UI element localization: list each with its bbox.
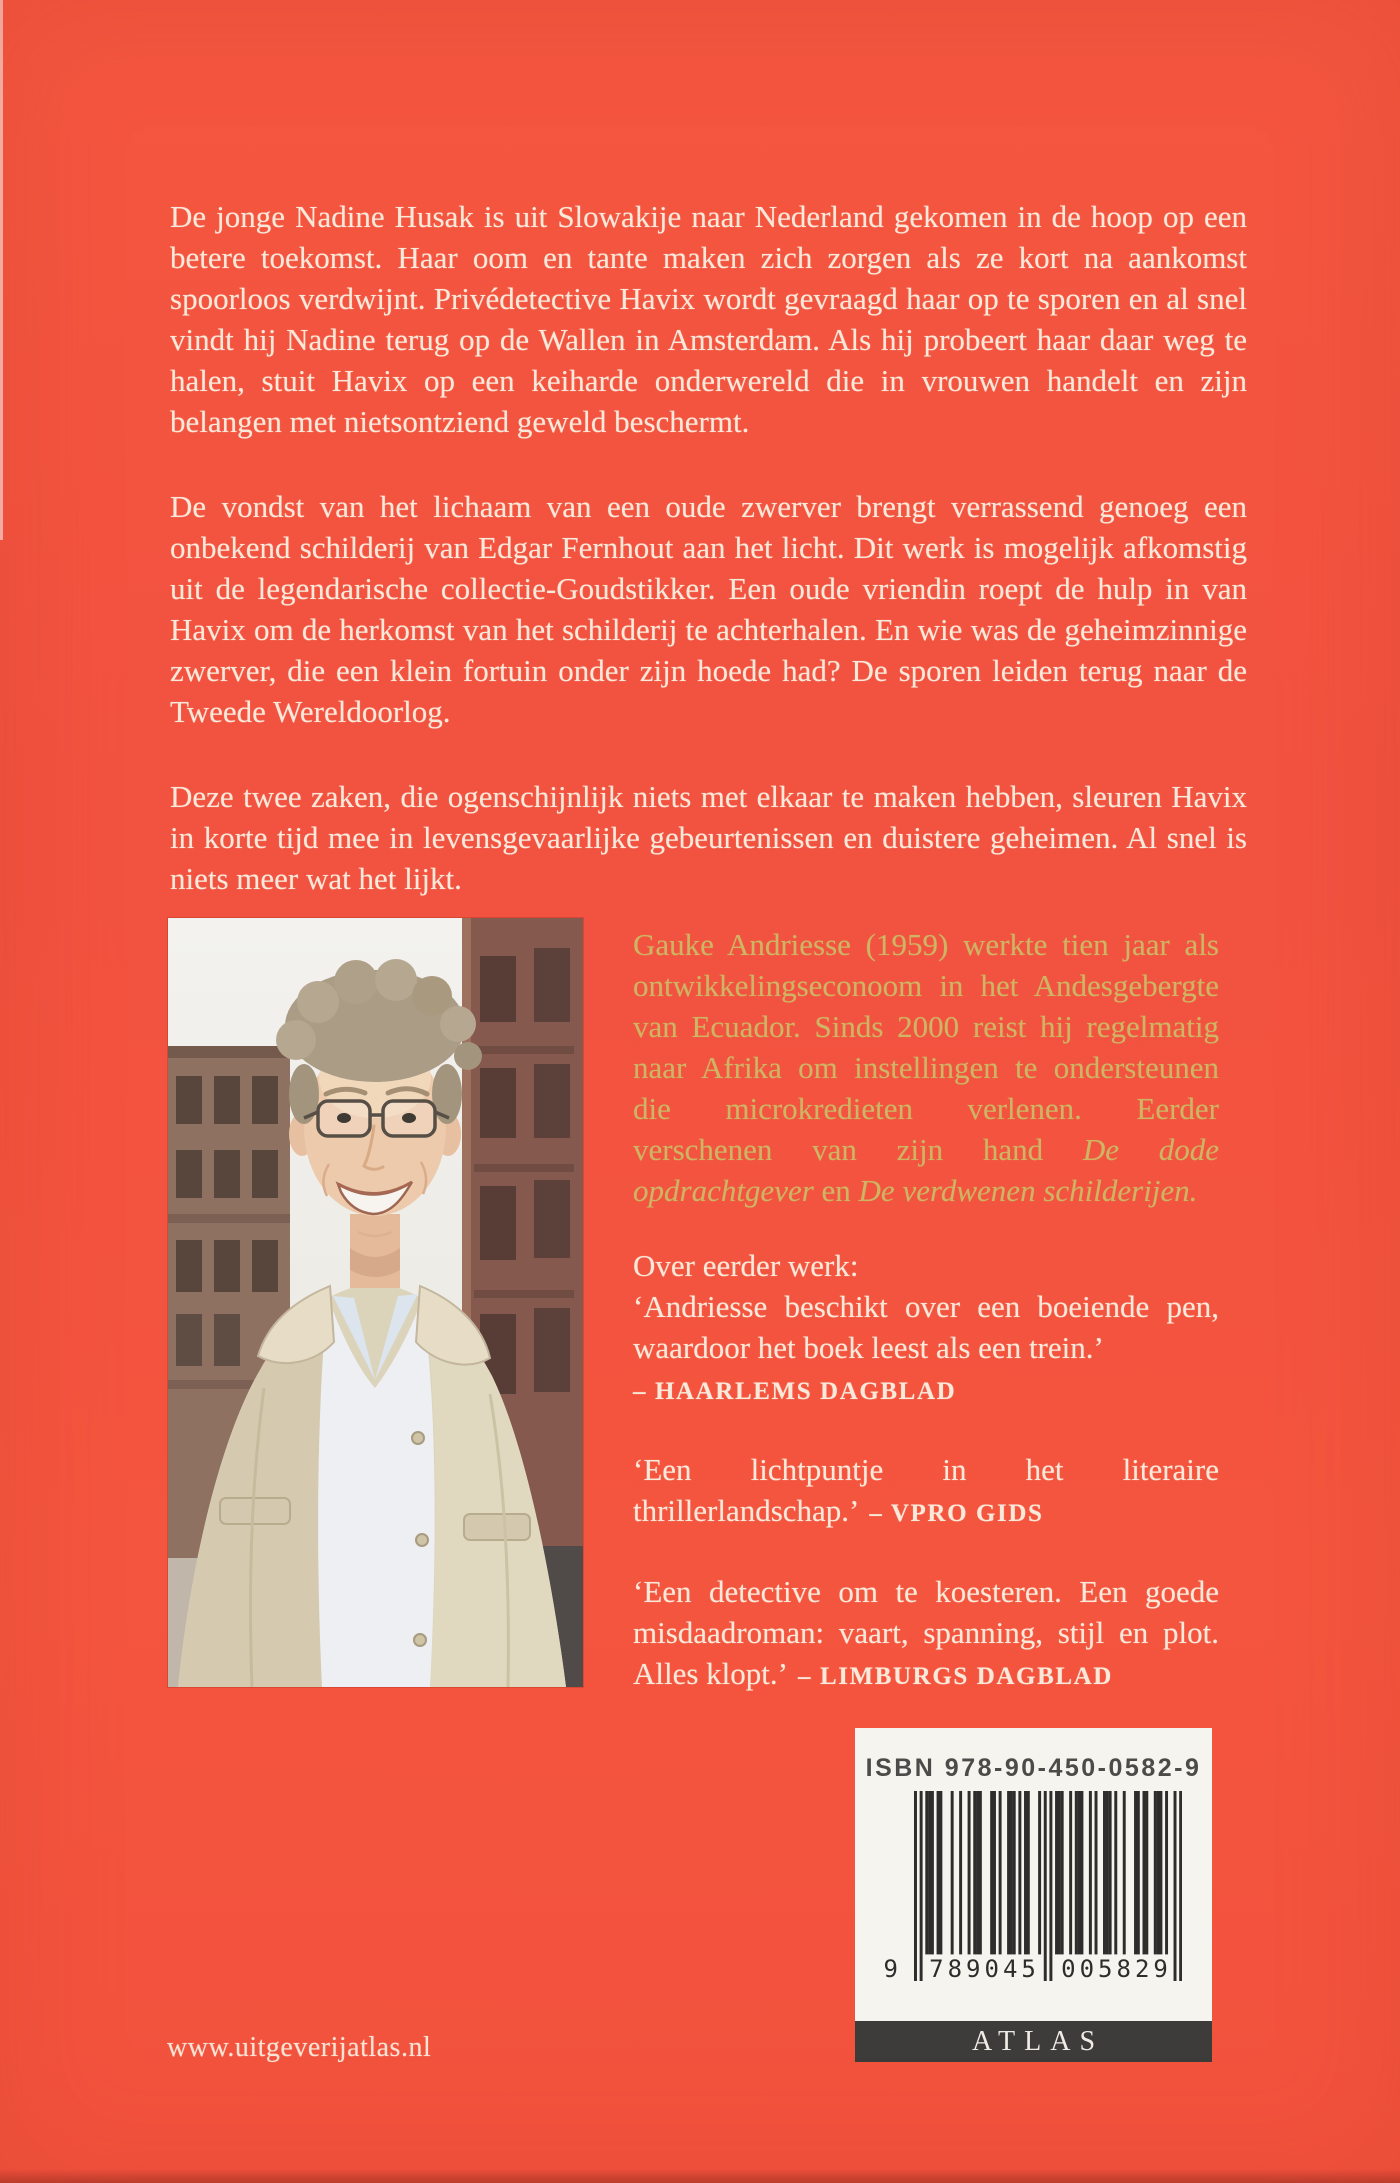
ean-barcode	[914, 1791, 1182, 1981]
review-vpro-gids	[633, 1449, 1219, 1534]
synopsis-paragraph-3: Deze twee zaken, die ogenschijnlijk niets met elkaar te maken hebben, sleuren Havix in korte tijd mee in levensgevaarlijke gebeurtenissen en duistere geheimen. Al snel is niets meer wat het lijkt.	[170, 779, 1247, 896]
bottom-edge-shadow	[0, 2169, 1400, 2183]
reviews-heading: Over eerder werk:	[633, 1248, 859, 1283]
author-bio	[633, 924, 1219, 1211]
barcode-digits-left: 789045	[929, 1955, 1040, 1983]
author-portrait-illustration	[168, 918, 583, 1687]
review-haarlems-dagblad	[633, 1245, 1219, 1412]
barcode-digit-lead: 9	[883, 1955, 902, 1983]
review-source: – VPRO GIDS	[869, 1500, 1044, 1527]
synopsis-paragraph-2: De vondst van het lichaam van een oude zwerver brengt verrassend genoeg een onbekend schilderij van Edgar Fernhout aan het licht. Dit werk is mogelijk afkomstig uit de legendarische collectie-Goudstikker. Een oude vriendin roept de hulp in van Havix om de herkomst van het schilderij te achterhalen. En wie was de geheimzinnige zwerver, die een klein fortuin onder zijn hoede had? De sporen leiden terug naar de Tweede Wereldoorlog.	[170, 489, 1247, 729]
isbn-panel	[855, 1728, 1212, 2021]
bio-text-2: en	[813, 1173, 859, 1208]
review-source-line	[633, 1368, 1219, 1412]
review-quote-text: ‘Een lichtpuntje in het literaire thrillerlandschap.’	[633, 1452, 1219, 1528]
review-quote: ‘Andriesse beschikt over een boeiende pen, waardoor het boek leest als een trein.’	[633, 1289, 1219, 1365]
synopsis	[170, 196, 1247, 943]
scan-edge-highlight	[0, 0, 3, 540]
synopsis-paragraph-1: De jonge Nadine Husak is uit Slowakije naar Nederland gekomen in de hoop op een betere toekomst. Haar oom en tante maken zich zorgen als ze kort na aankomst spoorloos verdwijnt. Privédetective Havix wordt gevraagd haar op te sporen en al snel vindt hij Nadine terug op de Wallen in Amsterdam. Als hij probeert haar daar weg te halen, stuit Havix op een keiharde onderwereld die in vrouwen handelt en zijn belangen met nietsontziend geweld beschermt.	[170, 199, 1247, 439]
book-title-de-verdwenen-schilderijen: De verdwenen schilderijen.	[858, 1173, 1198, 1208]
review-quote	[633, 1571, 1219, 1697]
review-quote-text: ‘Een detective om te koesteren. Een goede misdaadroman: vaart, spanning, stijl en plot. Alles klopt.’	[633, 1574, 1219, 1691]
review-limburgs-dagblad	[633, 1571, 1219, 1697]
book-title-de-dode-opdrachtgever: De dode opdrachtgever	[633, 1132, 1219, 1208]
publisher-logo-atlas: ATLAS	[855, 2021, 1212, 2062]
barcode-area	[884, 1791, 1184, 1989]
author-column	[633, 924, 1219, 1734]
isbn-label: ISBN 978-90-450-0582-9	[865, 1754, 1202, 1782]
publisher-website: www.uitgeverijatlas.nl	[167, 2032, 432, 2063]
review-quote	[633, 1449, 1219, 1534]
barcode-digits-right: 005829	[1061, 1955, 1172, 1983]
author-photo	[168, 918, 583, 1687]
review-source: – HAARLEMS DAGBLAD	[633, 1378, 957, 1405]
bio-text-1: Gauke Andriesse (1959) werkte tien jaar als ontwikkelingseconoom in het Andesgebergte van Ecuador. Sinds 2000 reist hij regelmatig naar Afrika om instellingen te ondersteunen die microkredieten verlenen. Eerder verschenen van zijn hand	[633, 927, 1219, 1167]
review-source: – LIMBURGS DAGBLAD	[798, 1663, 1113, 1690]
